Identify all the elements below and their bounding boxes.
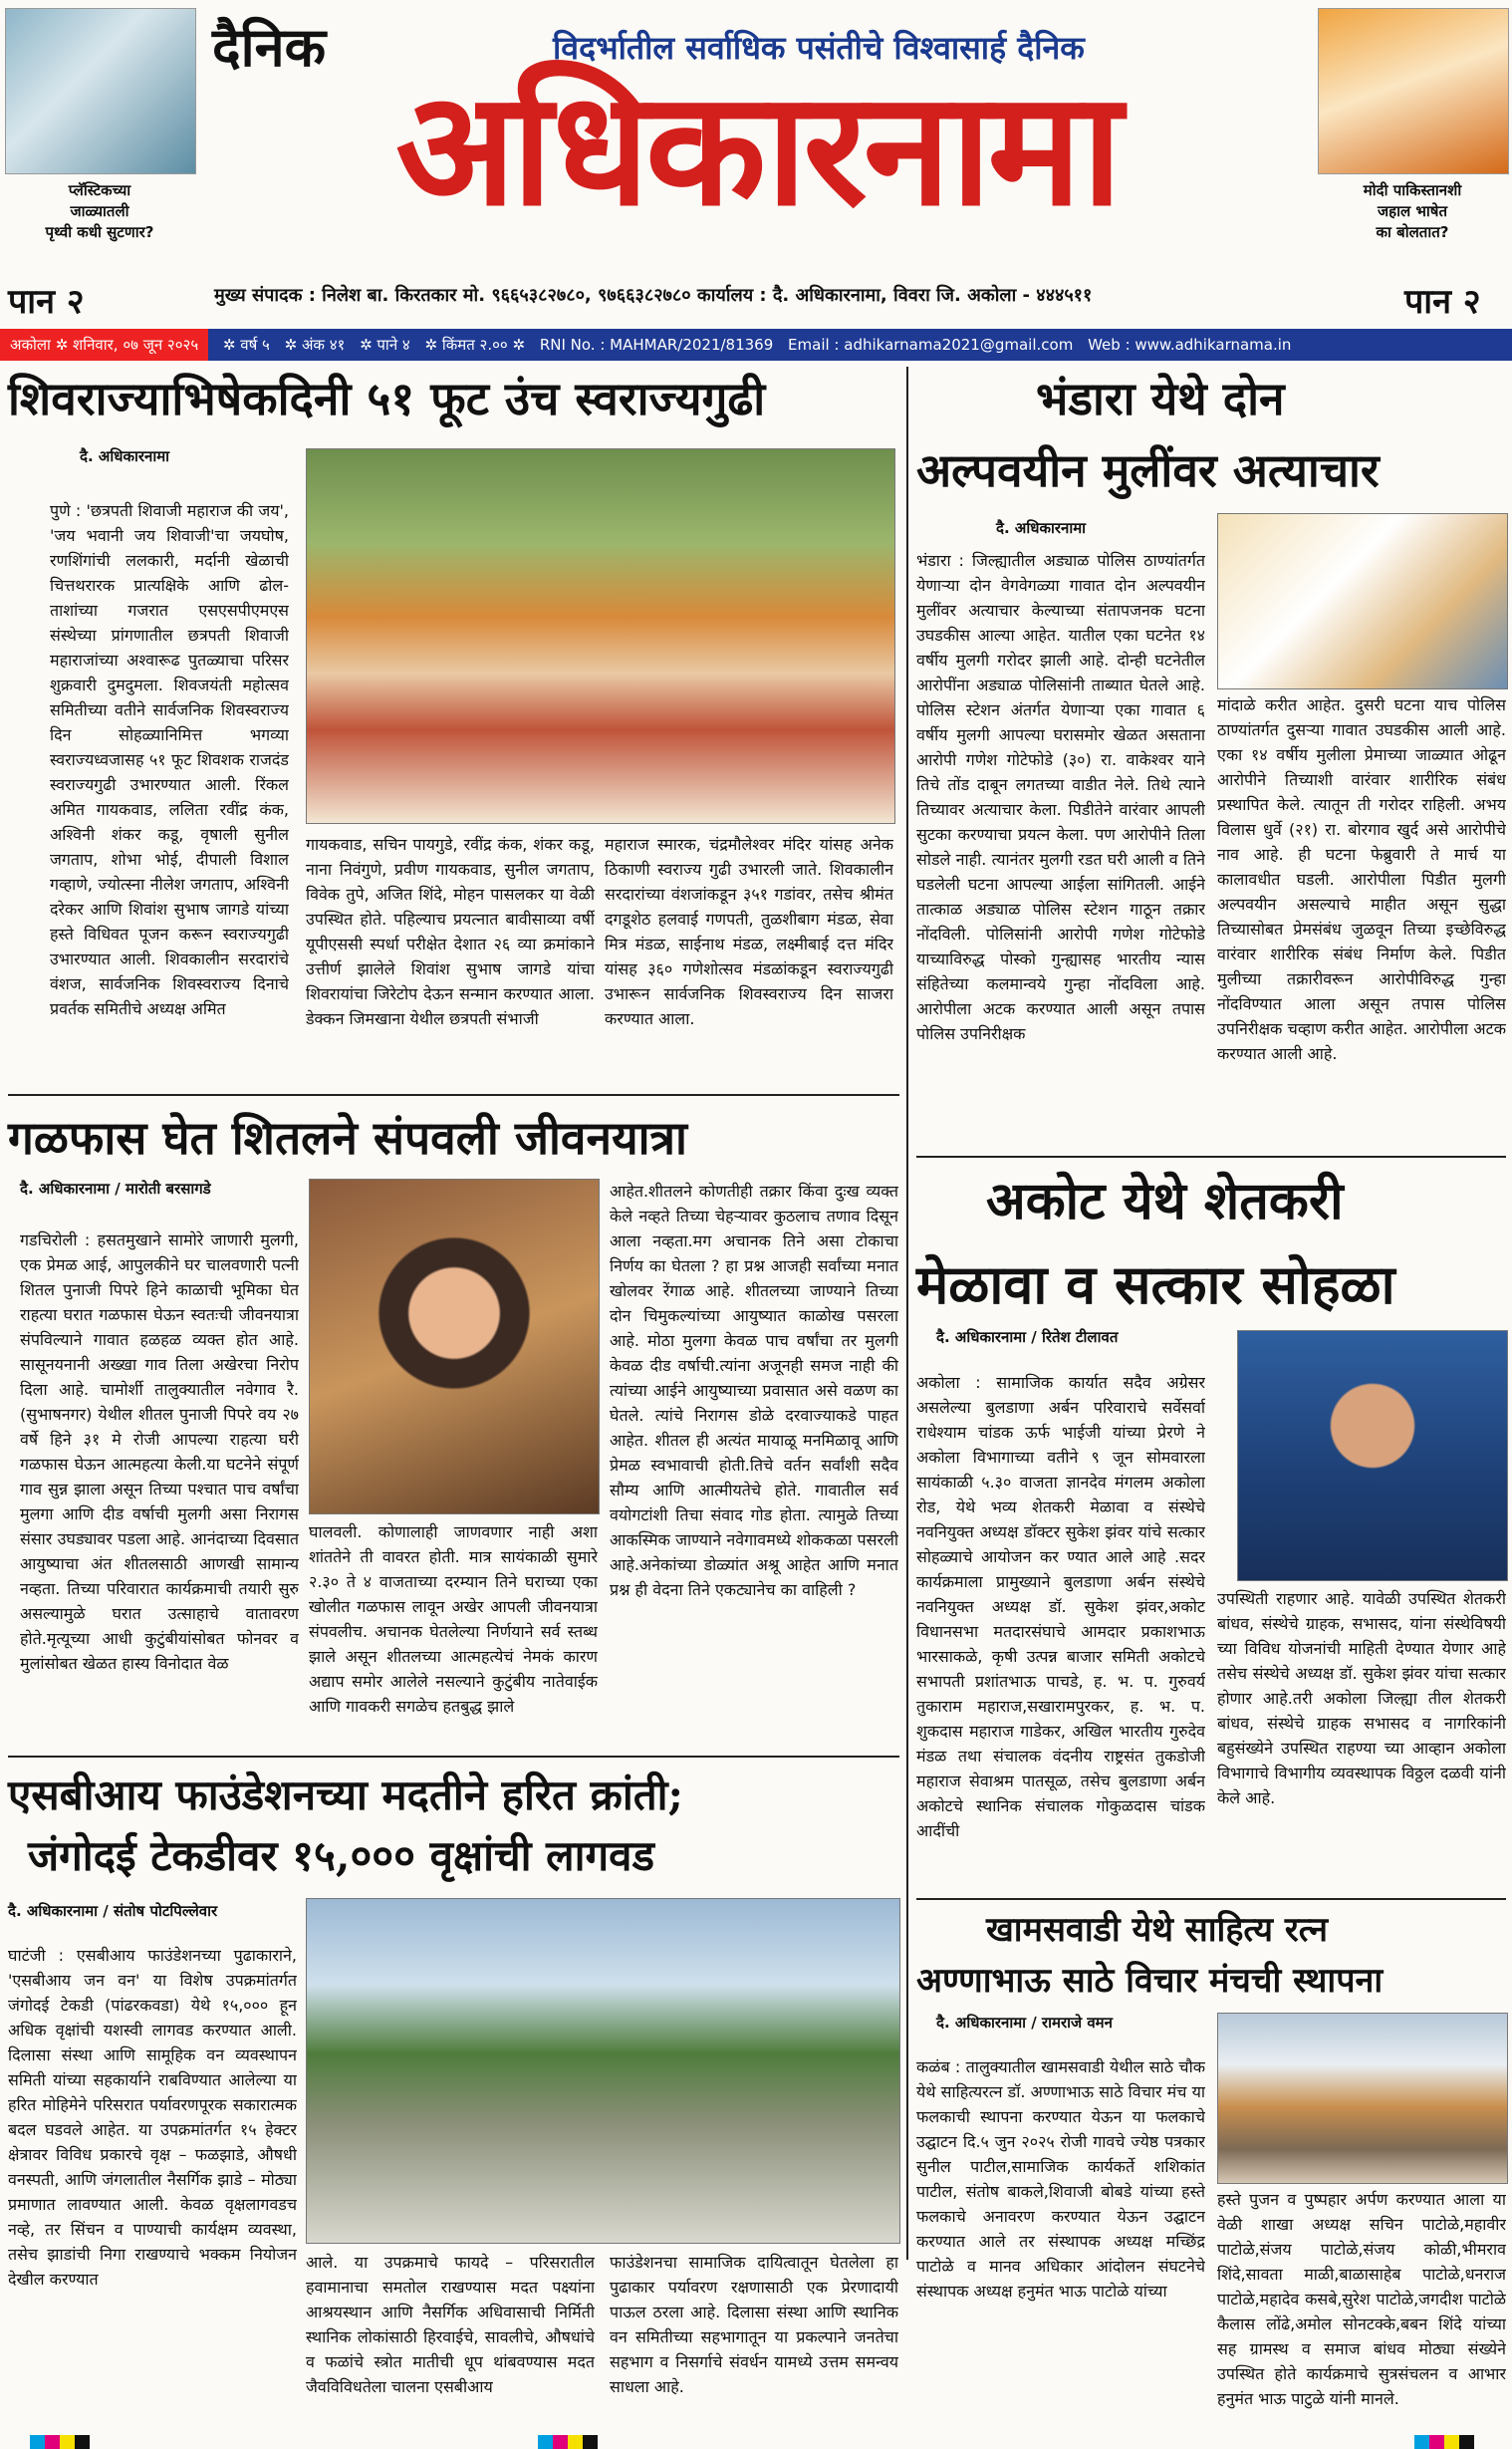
story3-headline-2: जंगोदई टेकडीवर १५,००० वृक्षांची लागवड — [28, 1831, 654, 1880]
column-divider — [906, 367, 908, 2260]
story1-byline: दै. अधिकारनामा — [80, 447, 170, 465]
masthead-dainik: दैनिक — [212, 15, 327, 79]
print-color-bar — [1414, 2435, 1474, 2449]
dateline-bar — [0, 329, 1512, 361]
right-caption-2: जहाल भाषेत — [1377, 202, 1448, 220]
story1-headline: शिवराज्याभिषेकदिनी ५१ फूट उंच स्वराज्यगुढी — [8, 372, 766, 425]
story4-headline-2: अल्पवयीन मुलींवर अत्याचार — [916, 443, 1380, 497]
story4-byline: दै. अधिकारनामा — [996, 519, 1087, 537]
dateline-ank: ✲ अंक ४१ — [284, 336, 346, 354]
story3-byline: दै. अधिकारनामा / संतोष पोटपिल्लेवार — [8, 1902, 218, 1920]
dateline-pane: ✲ पाने ४ — [360, 336, 410, 354]
story2-headline: गळफास घेत शितलने संपवली जीवनयात्रा — [8, 1111, 687, 1165]
shital-photo — [309, 1179, 600, 1514]
print-color-bar — [538, 2435, 598, 2449]
vichar-manch-photo — [1217, 2013, 1508, 2184]
story5-byline: दै. अधिकारनामा / रितेश टीलावत — [936, 1328, 1119, 1346]
story3-col2: आले. या उपक्रमाचे फायदे – परिसरातील हवामानाचा समतोल राखण्यास मदत पक्ष्यांना आश्रयस्थान आणि नैसर्गिक अधिवासाची निर्मिती स्थानिक लोकांसाठी हिरवाईचे, सावलीचे, औषधांचे व फळांचे स्त्रोत मातीची धूप थांबवण्यास मदत जैवविविधतेला चालना एसबीआय — [306, 2253, 595, 2396]
story3-headline-1: एसबीआय फाउंडेशनच्या मदतीने हरित क्रांती; — [8, 1770, 684, 1819]
left-caption-2: जाळ्यातली — [70, 202, 129, 220]
story2-col1: गडचिरोली : हसतमुखाने सामोरे जाणारी मुलगी, एक प्रेमळ आई, आपुलकीने घर चालवणारी पत्नी शितल पुनाजी पिपरे हिने काळाची भूमिका घेत राहत्या घरात गळफास घेऊन स्वतःची जीवनयात्रा संपविल्याने गावात हळहळ व्यक्त होत आहे. सासूनयनानी अख्खा गाव तिला अखेरचा निरोप दिला आहे. चामोर्शी तालुक्यातील नवेगाव रै. (सुभाषनगर) येथील शीतल पुनाजी पिपरे वय २७ वर्षे हिने ३१ मे रोजी आपल्या राहत्या घरी गळफास घेऊन आत्महत्या केली.या घटनेने संपूर्ण गाव सुन्न झाला असून तिच्या पश्चात पाच वर्षांचा मुलगा आणि दीड वर्षाची मुलगी असा निरागस संसार उघड्यावर पडला आहे. आनंदाच्या दिवसात आयुष्याचा अंत शीतलसाठी आणखी सामान्य नव्हता. तिच्या परिवारात कार्यक्रमाची तयारी सुरु असल्यामुळे घरात उत्साहाचे वातावरण होते.मृत्यूच्या आधी कुटुंबीयांसोबत फोनवर व मुलांसोबत खेळत हास्य विनोदात वेळ — [20, 1230, 299, 1673]
story5-headline-2: मेळावा व सत्कार सोहळा — [916, 1252, 1395, 1316]
dateline-varsh: ✲ वर्ष ५ — [222, 336, 270, 354]
story2-col3: आहेत.शीतलने कोणतीही तक्रार किंवा दुःख व्यक्त केले नव्हते तिच्या चेहऱ्यावर कुठलाच तणाव दिसून आला नव्हता.मग अचानक तिने असा टोकाचा निर्णय का घेतला ? हा प्रश्न आजही सर्वांच्या मनात खोलवर रेंगाळ आहे. शीतलच्या जाण्याने तिच्या दोन चिमुकल्यांच्या आयुष्यात काळोख पसरला आहे. मोठा मुलगा केवळ पाच वर्षांचा तर मुलगी केवळ दीड वर्षाची.त्यांना अजूनही समज नाही की त्यांच्या आईने आयुष्याच्या प्रवासात असे वळण का घेतले. त्यांचे निरागस डोळे दरवाज्याकडे पाहत आहेत. शीतल ही अत्यंत मायाळू मनमिळावू आणि प्रेमळ स्वभावाची होती.तिचे वर्तन सर्वांशी सदैव सौम्य आणि आत्मीयतेचे होते. गावातील सर्व वयोगटांशी तिचा संवाद गोड होता. त्यामुळे तिच्या आकस्मिक जाण्याने नवेगावमध्ये शोककळा पसरली आहे.अनेकांच्या डोळ्यांत अश्रू आहेत आणि मनात प्रश्न ही वेदना तिने एकट्यानेच का वाहिली ? — [610, 1182, 898, 1599]
story5-col2: उपस्थिती राहणार आहे. यावेळी उपस्थित शेतकरी बांधव, संस्थेचे ग्राहक, सभासद, यांना संस्थेविषयी च्या विविध योजनांची माहिती देण्यात येणार आहे तसेच संस्थेचे अध्यक्ष डॉ. सुकेश झंवर यांचा सत्कार होणार आहे.तरी अकोला जिल्ह्या तील शेतकरी बांधव, संस्थेचे ग्राहक सभासद व नागरिकांनी बहुसंख्येने उपस्थित राहण्या च्या आव्हान अकोला विभागाचे विभागीय व्यवस्थापक विठ्ठल दळवी यांनी केले आहे. — [1217, 1589, 1506, 1807]
editor-line: मुख्य संपादक : निलेश बा. किरतकार मो. ९६६५३८२७८०, ९७६६३८२७८० कार्यालय : दै. अधिकारनामा, विवरा जि. अकोला - ४४४५११ — [214, 285, 1093, 306]
story4-col2: मांदाळे करीत आहेत. दुसरी घटना याच पोलिस ठाण्यांतर्गत दुसऱ्या गावात उघडकीस आली आहे. एका १४ वर्षीय मुलीला प्रेमाच्या जाळ्यात ओढून आरोपीने तिच्याशी वारंवार शारीरिक संबंध प्रस्थापित केले. त्यातून ती गरोदर राहिली. अभय विलास धुर्वे (२१) रा. बोरगाव खुर्द असे आरोपीचे नाव आहे. ही घटना फेब्रुवारी ते मार्च या कालावधीत घडली. आरोपीला पिडीत मुलगी अल्पवयीन असल्याचे माहीत असून सुद्धा तिच्यासोबत प्रेमसंबंध जुळवून तिच्या इच्छेविरुद्ध वारंवार शारीरिक संबंध निर्माण केले. पिडीत मुलीच्या तक्रारीवरून आरोपीविरुद्ध गुन्हा नोंदविण्यात आला असून तपास पोलिस उपनिरीक्षक चव्हाण करीत आहेत. आरोपीला अटक करण्यात आली आहे. — [1217, 695, 1506, 1063]
right-caption-1: मोदी पाकिस्तानशी — [1363, 181, 1462, 199]
story6-headline-2: अण्णाभाऊ साठे विचार मंचची स्थापना — [916, 1961, 1384, 2001]
story1-col3: महाराज स्मारक, चंद्रमौलेश्वर मंदिर यांसह अनेक ठिकाणी स्वराज्य गुढी उभारली जाते. शिवकालीन सरदारांच्या वंशजांकडून ३५१ गडांवर, तसेच श्रीमंत दगडूशेठ हलवाई गणपती, तुळशीबाग मंडळ, सेवा मित्र मंडळ, साईनाथ मंडळ, लक्ष्मीबाई दत्त मंदिर यांसह ३६० गणेशोत्सव मंडळांकडून स्वराज्यगुढी उभारून सार्वजनिक शिवस्वराज्य दिन साजरा करण्यात आला. — [605, 835, 893, 1028]
newspaper-title: अधिकारनामा — [395, 57, 1119, 241]
section-rule — [8, 1756, 899, 1758]
modi-photo — [1318, 8, 1509, 174]
dateline-web[interactable]: Web : www.adhikarnama.in — [1088, 336, 1292, 354]
plastic-earth-image — [5, 8, 196, 174]
dateline-price: ✲ किंमत २.०० ✲ — [424, 336, 526, 354]
story2-byline: दै. अधिकारनामा / मारोती बरसागडे — [20, 1180, 211, 1198]
page-number-right: पान २ — [1404, 282, 1481, 322]
story2-col2: घालवली. कोणालाही जाणवणार नाही अशा शांततेने ती वावरत होती. मात्र सायंकाळी सुमारे २.३० ते ४ वाजताच्या दरम्यान तिने घराच्या एका खोलीत गळफास लावून अखेर आपली जीवनयात्रा संपवलीच. अचानक घेतलेल्या निर्णयाने सर्व स्तब्ध झाले असून शीतलच्या आत्महत्येचं नेमकं कारण अद्याप समोर आलेले नसल्याने कुटुंबीय नातेवाईक आणि गावकरी सगळेच हतबुद्ध झाले — [309, 1522, 598, 1716]
story6-col2: हस्ते पुजन व पुष्पहार अर्पण करण्यात आला या वेळी शाखा अध्यक्ष सचिन पाटोळे,महावीर पाटोळे,संजय पाटोळे,संजय कोळी,भीमराव शिंदे,सावता माळी,बाळासाहेब पाटोळे,धनराज पाटोळे,महादेव कसबे,सुरेश पाटोळे,जगदीश पाटोळे कैलास लोंढे,अमोल सोनटक्के,बबन शिंदे यांच्या सह ग्रामस्थ व समाज बांधव मोठ्या संख्येने उपस्थित होते कार्यक्रमाचे सुत्रसंचलन व आभार हनुमंत भाऊ पाटुळे यांनी मानले. — [1217, 2190, 1506, 2408]
story4-col1: भंडारा : जिल्ह्यातील अड्याळ पोलिस ठाण्यांतर्गत येणाऱ्या दोन वेगवेगळ्या गावात दोन अल्पवयीन मुलींवर अत्याचार केल्याच्या संतापजनक घटना उघडकीस आल्या आहेत. यातील एका घटनेत १४ वर्षीय मुलगी गरोदर झाली आहे. दोन्ही घटनेतील आरोपींना अड्याळ पोलिसांनी ताब्यात घेतले आहे. पोलिस स्टेशन अंतर्गत येणाऱ्या एका गावात ६ वर्षीय मुलगी आपल्या घरासमोर खेळत असताना आरोपी गणेश गोटेफोडे (३०) रा. वाकेश्वर याने तिचे तोंड दाबून लगतच्या वाडीत नेले. तिथे त्याने तिच्यावर अत्याचार केला. पिडीतेने वारंवार आपली सुटका करण्याचा प्रयत्न केला. पण आरोपीने तिला सोडले नाही. त्यानंतर मुलगी रडत घरी आली व तिने घडलेली घटना आपल्या आईला सांगितली. आईने तात्काळ अड्याळ पोलिस स्टेशन गाठून तक्रार नोंदविली. पोलिसांनी आरोपी गणेश गोटेफोडे याच्याविरुद्ध पोस्को गुन्ह्यासह भारतीय न्यास संहितेच्या कलमान्वये गुन्हा नोंदविला आहे. आरोपीला अटक करण्यात आली असून तपास पोलिस उपनिरीक्षक — [916, 551, 1205, 1043]
left-caption-3: पृथ्वी कधी सुटणार? — [45, 223, 154, 241]
story5-col1: अकोला : सामाजिक कार्यात सदैव अग्रेसर असलेल्या बुलडाणा अर्बन परिवाराचे सर्वेसर्वा राधेश्याम चांडक ऊर्फ भाईजी यांच्या प्रेरणे ने अकोला विभागाच्या वतीने ९ जून सोमवारला सायंकाळी ५.३० वाजता ज्ञानदेव मंगलम अकोला रोड, येथे भव्य शेतकरी मेळावा व संस्थेचे नवनियुक्त अध्यक्ष डॉक्टर सुकेश झंवर यांचे सत्कार सोहळ्याचे आयोजन कर ण्यात आले आहे .सदर कार्यक्रमाला प्रामुख्याने बुलडाणा अर्बन संस्थेचे नवनियुक्त अध्यक्ष डॉ. सुकेश झंवर,अकोट विधानसभा मतदारसंघाचे आमदार प्रकाशभाऊ भारसाकळे, कृषी उत्पन्न बाजार समिती अकोटचे सभापती प्रशांतभाऊ पाचडे, ह. भ. प. गुरुवर्य तुकाराम महाराज,सखारामपुरकर, ह. भ. प. शुकदास महाराज गाडेकर, अखिल भारतीय गुरुदेव मंडळ तथा संचालक वंदनीय राष्ट्रसंत तुकडोजी महाराज सेवाश्रम पातसूळ, तसेच बुलडाणा अर्बन अकोटचे स्थानिक संचालक गोकुळदास चांडक आदींची — [916, 1373, 1205, 1840]
dateline-rni: RNI No. : MAHMAR/2021/81369 — [539, 336, 774, 354]
story6-headline-1: खामसवाडी येथे साहित्य रत्न — [986, 1910, 1329, 1950]
left-caption-1: प्लॅस्टिकच्या — [68, 181, 131, 199]
dateline-email[interactable]: Email : adhikarnama2021@gmail.com — [788, 336, 1074, 354]
right-caption-3: का बोलतात? — [1376, 223, 1449, 241]
story4-headline-1: भंडारा येथे दोन — [1036, 372, 1285, 425]
print-color-bar — [30, 2435, 90, 2449]
shivrajyabhishek-photo — [306, 448, 895, 824]
crime-illustration — [1217, 513, 1508, 689]
sukesh-zanwar-photo — [1237, 1330, 1508, 1581]
section-rule — [916, 1156, 1506, 1158]
masthead-tagline: विदर्भातील सर्वाधिक पसंतीचे विश्वासार्ह दैनिक — [553, 29, 1085, 67]
section-rule — [916, 1898, 1506, 1900]
story1-col1: पुणे : 'छत्रपती शिवाजी महाराज की जय', 'जय भवानी जय शिवाजी'चा जयघोष, रणशिंगांची ललकारी, मर्दानी खेळाची चित्तथरारक प्रात्यक्षिके आणि ढोल-ताशांच्या गजरात एसएसपीएमएस संस्थेच्या प्रांगणातील छत्रपती शिवाजी महाराजांच्या अश्वारूढ पुतळ्याचा परिसर शुक्रवारी दुमदुमला. शिवजयंती महोत्सव समितीच्या वतीने सार्वजनिक शिवस्वराज्य दिन सोहळ्यानिमित्त भगव्या स्वराज्यध्वजासह ५१ फूट शिवशक राजदंड स्वराज्यगुढी उभारण्यात आली. रिंकल अमित गायकवाड, ललिता रवींद्र कंक, अश्विनी शंकर कडू, वृषाली सुनील जगताप, शोभा भोई, दीपाली विशाल गव्हाणे, ज्योत्स्ना नीलेश जगताप, अश्विनी दरेकर आणि शिवांश सुभाष जागडे यांच्या हस्ते विधिवत पूजन करून स्वराज्यगुढी उभारण्यात आली. शिवकालीन सरदारांचे वंशज, सार्वजनिक शिवस्वराज्य दिनाचे प्रवर्तक समितीचे अध्यक्ष अमित — [50, 501, 289, 1018]
page-number-left: पान २ — [8, 282, 85, 322]
story3-col1: घाटंजी : एसबीआय फाउंडेशनच्या पुढाकाराने, 'एसबीआय जन वन' या विशेष उपक्रमांतर्गत जंगोदई टेकडी (पांढरकवडा) येथे १५,००० हून अधिक वृक्षांची यशस्वी लागवड करण्यात आली. दिलासा संस्था आणि सामूहिक वन व्यवस्थापन समिती यांच्या सहकार्याने राबविण्यात आलेल्या या हरित मोहिमेने परिसरात पर्यावरणपूरक सकारात्मक बदल घडवले आहेत. या उपक्रमांतर्गत १५ हेक्टर क्षेत्रावर विविध प्रकारचे वृक्ष – फळझाडे, औषधी वनस्पती, आणि जंगलातील नैसर्गिक झाडे – मोठ्या प्रमाणात लावण्यात आली. केवळ वृक्षलागवडच नव्हे, तर सिंचन व पाण्याची कार्यक्षम व्यवस्था, तसेच झाडांची निगा राखण्याचे भक्कम नियोजन देखील करण्यात — [8, 1946, 297, 2289]
story3-col3: फाउंडेशनचा सामाजिक दायित्वातून घेतलेला हा पुढाकार पर्यावरण रक्षणासाठी एक प्रेरणादायी पाऊल ठरला आहे. दिलासा संस्था आणि स्थानिक वन समितीच्या सहभागातून या प्रकल्पाने जनतेचा सहभाग व निसर्गाचे संवर्धन यामध्ये उत्तम समन्वय साधला आहे. — [610, 2253, 898, 2396]
plantation-photo — [306, 1898, 900, 2244]
dateline-date: अकोला ✲ शनिवार, ०७ जून २०२५ — [0, 329, 208, 361]
story6-col1: कळंब : तालुक्यातील खामसवाडी येथील साठे चौक येथे साहित्यरत्न डॉ. अण्णाभाऊ साठे विचार मंच या फलकाची स्थापना करण्यात येऊन या फलकाचे उद्घाटन दि.५ जुन २०२५ रोजी गावचे ज्येष्ठ पत्रकार सुनील पाटील,सामाजिक कार्यकर्ते शशिकांत पाटील, संतोष बाकले,शिवाजी बोबडे यांच्या हस्ते फलकाचे अनावरण करण्यात येऊन उद्घाटन करण्यात आले तर संस्थापक अध्यक्ष मच्छिंद्र पाटोळे व मानव अधिकार आंदोलन संघटनेचे संस्थापक अध्यक्ष हनुमंत भाऊ पाटोळे यांच्या — [916, 2057, 1205, 2301]
section-rule — [8, 1094, 899, 1096]
story5-headline-1: अकोट येथे शेतकरी — [986, 1171, 1344, 1231]
story6-byline: दै. अधिकारनामा / रामराजे वमन — [936, 2014, 1113, 2032]
story1-col2: गायकवाड, सचिन पायगुडे, रवींद्र कंक, शंकर कडू, नाना निवंगुणे, प्रवीण गायकवाड, सुनील जगताप, विवेक तुपे, अजित शिंदे, मोहन पासलकर या वेळी उपस्थित होते. पहिल्याच प्रयत्नात बावीसाव्या वर्षी यूपीएससी स्पर्धा परीक्षेत देशात २६ व्या क्रमांकाने उत्तीर्ण झालेले शिवांश सुभाष जागडे यांचा शिवरायांचा जिरेटोप देऊन सन्मान करण्यात आला. डेक्कन जिमखाना येथील छत्रपती संभाजी — [306, 835, 595, 1028]
masthead-left-promo[interactable] — [0, 0, 199, 289]
masthead-right-promo[interactable] — [1313, 0, 1512, 289]
